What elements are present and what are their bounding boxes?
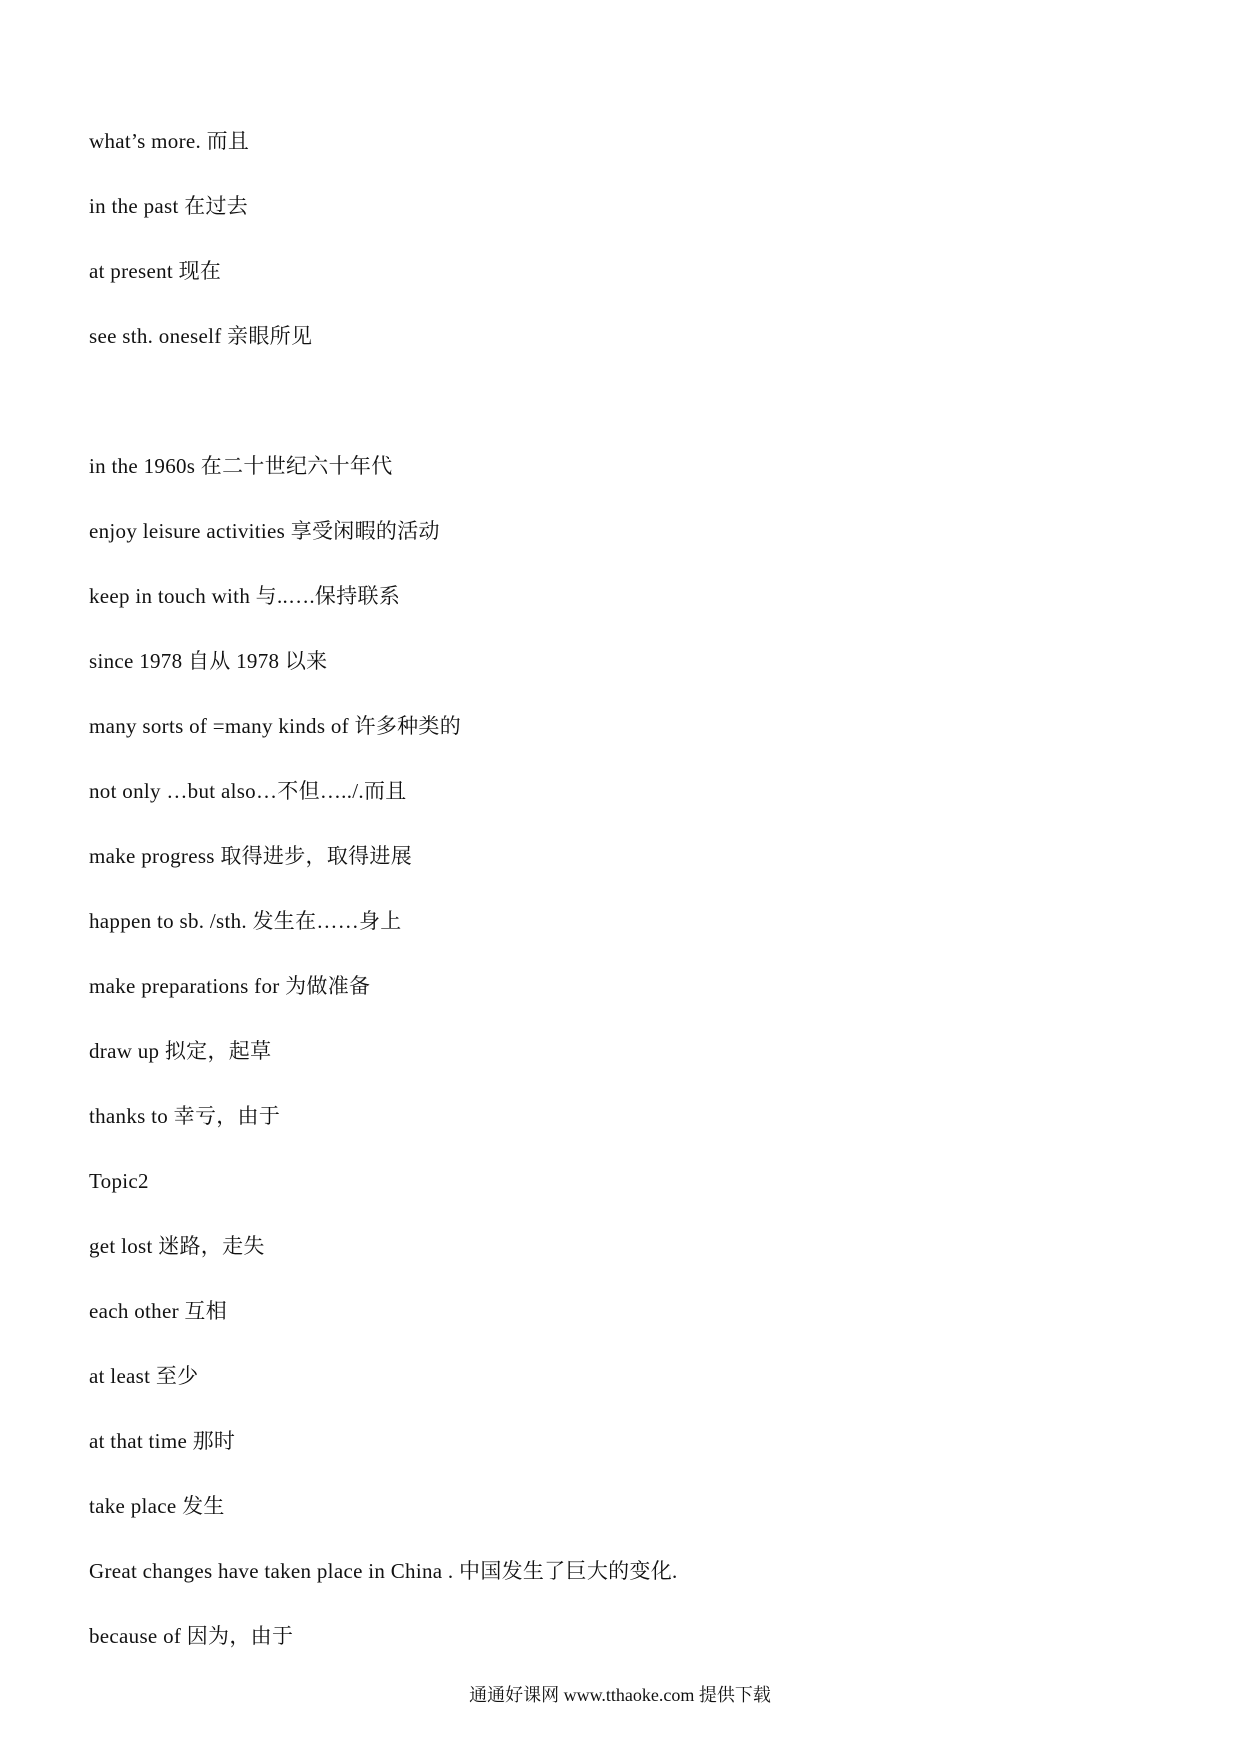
phrase-line: get lost 迷路，走失 xyxy=(89,1234,265,1258)
phrase-line: since 1978 自从 1978 以来 xyxy=(89,649,328,673)
phrase-line: enjoy leisure activities 享受闲暇的活动 xyxy=(89,519,440,543)
phrase-line: draw up 拟定，起草 xyxy=(89,1039,272,1063)
page-footer: 通通好课网 www.tthaoke.com 提供下载 xyxy=(469,1685,771,1705)
phrase-line: what’s more. 而且 xyxy=(89,129,250,153)
phrase-line: at that time 那时 xyxy=(89,1429,236,1453)
phrase-line: happen to sb. /sth. 发生在……身上 xyxy=(89,909,402,933)
phrase-line: take place 发生 xyxy=(89,1494,225,1518)
section-heading: Topic2 xyxy=(89,1169,149,1193)
phrase-line: many sorts of =many kinds of 许多种类的 xyxy=(89,714,462,738)
phrase-line: because of 因为，由于 xyxy=(89,1624,294,1648)
phrase-line: in the 1960s 在二十世纪六十年代 xyxy=(89,454,393,478)
example-sentence: Great changes have taken place in China . 中国发生了巨大的变化. xyxy=(89,1559,678,1583)
phrase-line: make progress 取得进步，取得进展 xyxy=(89,844,413,868)
phrase-line: at present 现在 xyxy=(89,259,222,283)
phrase-line: see sth. oneself 亲眼所见 xyxy=(89,324,313,348)
phrase-line: thanks to 幸亏，由于 xyxy=(89,1104,281,1128)
phrase-line: in the past 在过去 xyxy=(89,194,249,218)
phrase-line: make preparations for 为做准备 xyxy=(89,974,371,998)
phrase-line: not only …but also…不但…../.而且 xyxy=(89,779,407,803)
phrase-line: keep in touch with 与..….保持联系 xyxy=(89,584,401,608)
phrase-line: each other 互相 xyxy=(89,1299,228,1323)
phrase-line: at least 至少 xyxy=(89,1364,199,1388)
